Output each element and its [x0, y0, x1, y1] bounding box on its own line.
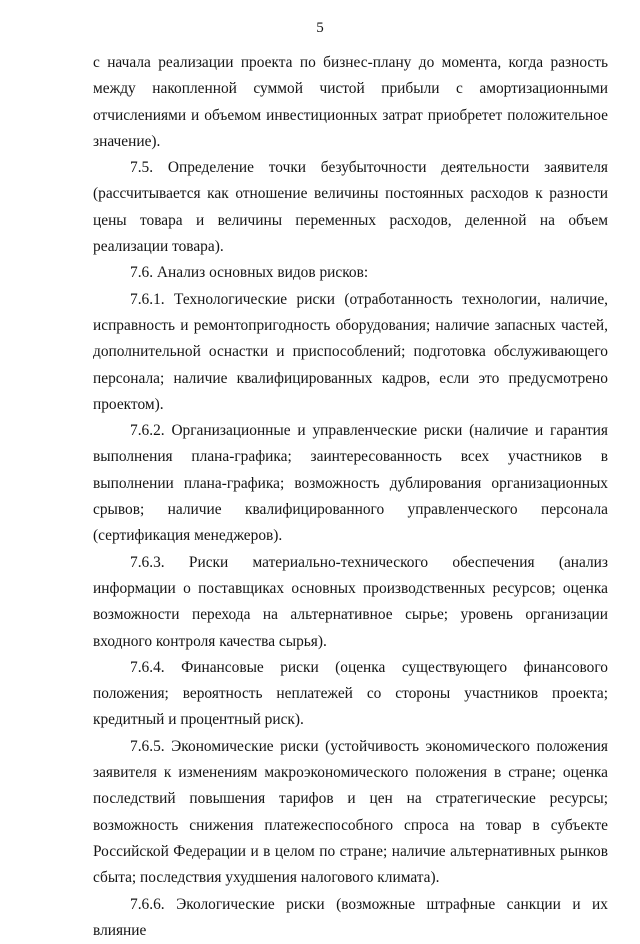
paragraph-7-6-6: 7.6.6. Экологические риски (возможные штрафные санкции и их влияние [93, 892, 608, 944]
document-body [93, 50, 608, 944]
paragraph-7-5: 7.5. Определение точки безубыточности деятельности заявителя (рассчитывается как отношение величины постоянных расходов к разности цены товара и величины переменных расходов, деленной на объем реализации товара). [93, 155, 608, 260]
paragraph-7-6-1: 7.6.1. Технологические риски (отработанность технологии, наличие, исправность и ремонтопригодность оборудования; наличие запасных частей, дополнительной оснастки и приспособлений; подготовка обслуживающего персонала; наличие квалифицированных кадров, если это предусмотрено проектом). [93, 287, 608, 418]
paragraph-continuation: с начала реализации проекта по бизнес-плану до момента, когда разность между накопленной суммой чистой прибыли с амортизационными отчислениями и объемом инвестиционных затрат приобретет положительное значение). [93, 50, 608, 155]
paragraph-7-6-5: 7.6.5. Экономические риски (устойчивость экономического положения заявителя к изменениям макроэкономического положения в стране; оценка последствий повышения тарифов и цен на стратегические ресурсы; возможность снижения платежеспособного спроса на товар в субъекте Российской Федерации и в целом по стране; наличие альтернативных рынков сбыта; последствия ухудшения налогового климата). [93, 734, 608, 892]
paragraph-7-6-3: 7.6.3. Риски материально-технического обеспечения (анализ информации о поставщиках основных производственных ресурсов; оценка возможности перехода на альтернативное сырье; уровень организации входного контроля качества сырья). [93, 550, 608, 655]
page-number: 5 [0, 19, 640, 37]
paragraph-7-6: 7.6. Анализ основных видов рисков: [93, 260, 608, 286]
paragraph-7-6-2: 7.6.2. Организационные и управленческие риски (наличие и гарантия выполнения плана-графика; заинтересованность всех участников в выполнении плана-графика; возможность дублирования организационных срывов; наличие квалифицированного управленческого персонала (сертификация менеджеров). [93, 418, 608, 549]
paragraph-7-6-4: 7.6.4. Финансовые риски (оценка существующего финансового положения; вероятность неплатежей со стороны участников проекта; кредитный и процентный риск). [93, 655, 608, 734]
